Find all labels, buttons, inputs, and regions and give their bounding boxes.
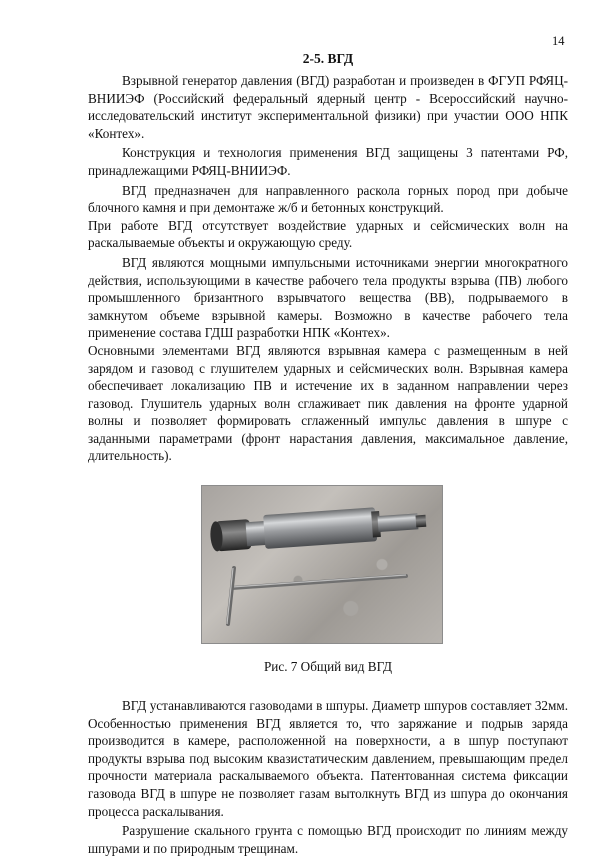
- page-content: [88, 50, 568, 857]
- paragraph-main-elements: Основными элементами ВГД являются взрывная камера с размещенным в ней зарядом и газовод с глушителем ударных и сейсмических волн. Взрывная камера обеспечивает локализацию ПВ и истечение их в заданном направлении через газовод. Глушитель ударных волн сглаживает пик давления на фронте ударной волны и позволяет формировать сглаженный импульс давления в шпуре с заданными параметрами (фронт нарастания давления, максимальное давление, длительность).: [88, 342, 568, 464]
- paragraph-rock-fracture: Разрушение скального грунта с помощью ВГД происходит по линиям между шпурами и по природным трещинам.: [88, 823, 568, 856]
- paragraph-intro: Взрывной генератор давления (ВГД) разработан и произведен в ФГУП РФЯЦ-ВНИИЭФ (Российский федеральный ядерный центр - Всероссийский научно-исследовательский институт экспериментальной физики) при участии ООО НПК «Контех».: [88, 73, 568, 141]
- figure-caption: Рис. 7 Общий вид ВГД: [263, 659, 393, 675]
- paragraph-no-impact: При работе ВГД отсутствует воздействие ударных и сейсмических волн на раскалываемые объекты и окружающую среду.: [88, 217, 568, 251]
- section-heading: 2-5. ВГД: [302, 51, 354, 66]
- paragraph-installation: ВГД устанавливаются газоводами в шпуры. Диаметр шпуров составляет 32мм. Особенностью применения ВГД является то, что заряжание и подрыв заряда производится в камере, расположенной на поверхности, а в шпур поступают продукты взрыва под высоким квазистатическим давлением, превышающим предел прочности материала раскалываемого объекта. Патентованная система фиксации газовода ВГД в шпуре не позволяет газам вытолкнуть ВГД из шпура до окончания процесса раскалывания.: [88, 698, 568, 819]
- explosive-pressure-generator-image: [202, 486, 442, 643]
- paragraph-purpose: ВГД предназначен для направленного раскола горных пород при добыче блочного камня и при демонтаже ж/б и бетонных конструкций.: [88, 182, 568, 216]
- paragraph-energy-source: ВГД являются мощными импульсными источниками энергии многократного действия, использующими в качестве рабочего тела продукты взрыва (ПВ) любого промышленного бризантного взрывчатого вещества (ВВ), подрываемого в замкнутом объеме взрывной камеры. Возможно в качестве рабочего тела применение состава ГДШ разработки НПК «Контех».: [88, 254, 568, 341]
- device-photo: [201, 485, 443, 644]
- page-number: 14: [552, 34, 565, 48]
- paragraph-patents: Конструкция и технология применения ВГД защищены 3 патентами РФ, принадлежащими РФЯЦ-ВНИИЭФ.: [88, 145, 568, 178]
